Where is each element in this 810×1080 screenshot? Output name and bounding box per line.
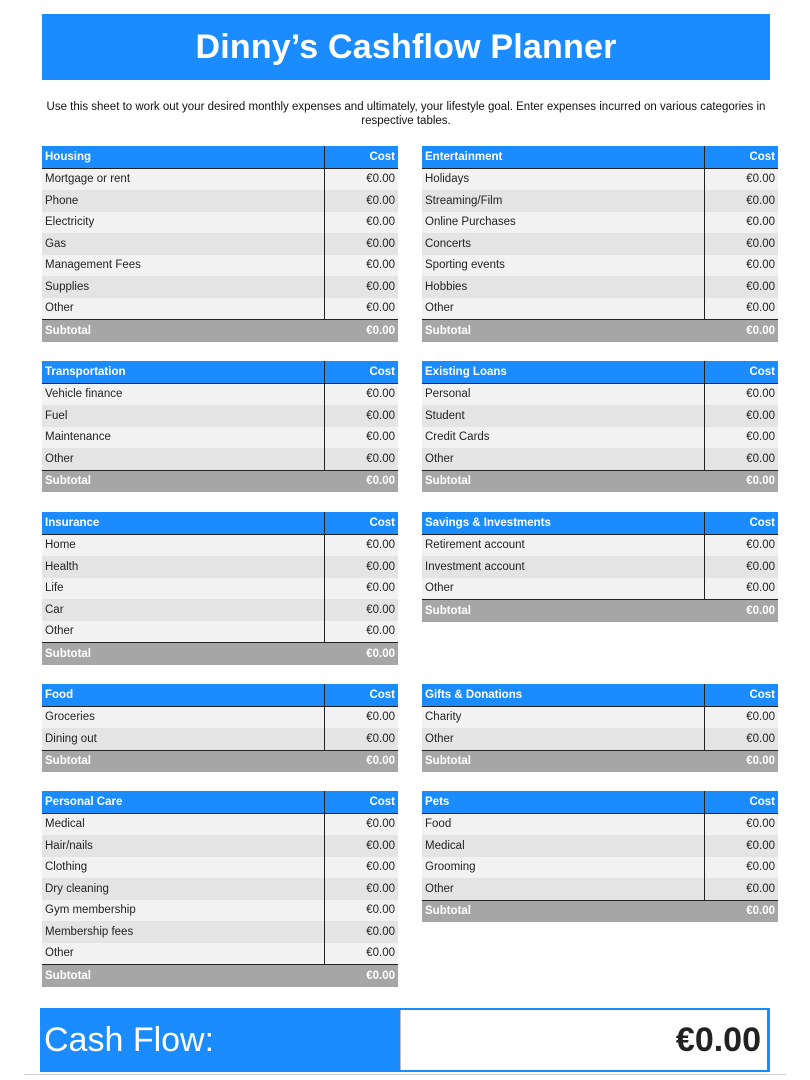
expense-cost-cell[interactable]: €0.00 <box>325 835 399 857</box>
expense-cost-cell[interactable]: €0.00 <box>705 578 779 600</box>
cashflow-value-box <box>400 1010 767 1070</box>
table-header <box>422 146 778 168</box>
expense-label: Other <box>422 728 705 750</box>
table-row <box>422 835 778 857</box>
expense-label: Electricity <box>42 212 325 234</box>
subtotal-label: Subtotal <box>42 470 325 492</box>
expense-label: Other <box>42 448 325 470</box>
expense-cost-cell[interactable]: €0.00 <box>325 706 399 728</box>
table-header <box>422 361 778 383</box>
subtotal-label: Subtotal <box>42 750 325 772</box>
table-row <box>422 405 778 427</box>
table-row <box>422 298 778 320</box>
expense-label: Phone <box>42 190 325 212</box>
expense-label: Holidays <box>422 168 705 190</box>
table-row <box>42 427 398 449</box>
expense-cost-cell[interactable]: €0.00 <box>705 878 779 900</box>
subtotal-row <box>422 320 778 342</box>
subtotal-row <box>42 750 398 772</box>
subtotal-value: €0.00 <box>705 750 779 772</box>
expense-label: Other <box>42 621 325 643</box>
table-row <box>422 255 778 277</box>
expense-label: Other <box>422 578 705 600</box>
subtotal-row <box>42 643 398 665</box>
table-row <box>42 255 398 277</box>
subtotal-label: Subtotal <box>422 900 705 922</box>
table-row <box>422 706 778 728</box>
expense-label: Gym membership <box>42 900 325 922</box>
table-row <box>42 921 398 943</box>
expense-label: Supplies <box>42 276 325 298</box>
table-header <box>42 146 398 168</box>
table-row <box>422 728 778 750</box>
expense-cost-cell[interactable]: €0.00 <box>325 728 399 750</box>
subtotal-label: Subtotal <box>42 320 325 342</box>
expense-label: Grooming <box>422 857 705 879</box>
subtotal-label: Subtotal <box>422 750 705 772</box>
table-row <box>42 212 398 234</box>
expense-label: Medical <box>422 835 705 857</box>
expense-label: Sporting events <box>422 255 705 277</box>
expense-cost-cell[interactable]: €0.00 <box>705 383 779 405</box>
expense-cost-cell[interactable]: €0.00 <box>705 448 779 470</box>
category-title: Housing <box>42 146 325 168</box>
table-row <box>422 168 778 190</box>
expense-label: Hobbies <box>422 276 705 298</box>
expense-cost-cell[interactable]: €0.00 <box>325 190 399 212</box>
expense-cost-cell[interactable]: €0.00 <box>705 190 779 212</box>
expense-label: Student <box>422 405 705 427</box>
expense-label: Vehicle finance <box>42 383 325 405</box>
expense-cost-cell[interactable]: €0.00 <box>325 599 399 621</box>
subtotal-value: €0.00 <box>325 470 399 492</box>
expense-cost-cell[interactable]: €0.00 <box>325 813 399 835</box>
category-title: Entertainment <box>422 146 705 168</box>
expense-cost-cell[interactable]: €0.00 <box>325 857 399 879</box>
table-header <box>42 791 398 813</box>
expense-label: Credit Cards <box>422 427 705 449</box>
expense-label: Hair/nails <box>42 835 325 857</box>
table-header <box>42 684 398 706</box>
table-row <box>42 405 398 427</box>
subtotal-row <box>42 320 398 342</box>
table-row <box>42 857 398 879</box>
page-divider <box>24 1074 786 1075</box>
expense-cost-cell[interactable]: €0.00 <box>705 233 779 255</box>
table-row <box>42 276 398 298</box>
expense-label: Food <box>422 813 705 835</box>
expense-cost-cell[interactable]: €0.00 <box>705 728 779 750</box>
expense-label: Other <box>422 448 705 470</box>
subtotal-label: Subtotal <box>42 965 325 987</box>
expense-cost-cell[interactable]: €0.00 <box>325 921 399 943</box>
expense-label: Life <box>42 578 325 600</box>
expense-cost-cell[interactable]: €0.00 <box>325 448 399 470</box>
expense-cost-cell[interactable]: €0.00 <box>705 556 779 578</box>
savings-table <box>422 512 778 622</box>
expense-cost-cell[interactable]: €0.00 <box>705 835 779 857</box>
table-row <box>42 534 398 556</box>
expense-cost-cell[interactable]: €0.00 <box>705 168 779 190</box>
cashflow-value: €0.00 <box>675 1021 761 1059</box>
table-row <box>422 190 778 212</box>
expense-label: Other <box>42 298 325 320</box>
expense-label: Charity <box>422 706 705 728</box>
table-row <box>422 212 778 234</box>
expense-cost-cell[interactable]: €0.00 <box>705 405 779 427</box>
subtotal-row <box>422 600 778 622</box>
cost-header: Cost <box>325 512 399 534</box>
expense-cost-cell[interactable]: €0.00 <box>325 212 399 234</box>
expense-label: Clothing <box>42 857 325 879</box>
expense-cost-cell[interactable]: €0.00 <box>325 168 399 190</box>
subtotal-value: €0.00 <box>705 600 779 622</box>
table-row <box>422 427 778 449</box>
expense-cost-cell[interactable]: €0.00 <box>325 878 399 900</box>
category-title: Personal Care <box>42 791 325 813</box>
cost-header: Cost <box>705 146 779 168</box>
table-header <box>42 512 398 534</box>
expense-cost-cell[interactable]: €0.00 <box>705 427 779 449</box>
subtotal-value: €0.00 <box>705 900 779 922</box>
table-row <box>422 556 778 578</box>
subtotal-row <box>42 470 398 492</box>
category-title: Pets <box>422 791 705 813</box>
table-row <box>42 448 398 470</box>
subtotal-row <box>422 900 778 922</box>
expense-label: Other <box>42 943 325 965</box>
expense-label: Groceries <box>42 706 325 728</box>
table-row <box>42 578 398 600</box>
table-row <box>42 621 398 643</box>
gifts-table <box>422 684 778 772</box>
expense-cost-cell[interactable]: €0.00 <box>325 276 399 298</box>
expense-cost-cell[interactable]: €0.00 <box>325 427 399 449</box>
expense-label: Personal <box>422 383 705 405</box>
expense-cost-cell[interactable]: €0.00 <box>705 212 779 234</box>
expense-cost-cell[interactable]: €0.00 <box>325 578 399 600</box>
expense-cost-cell[interactable]: €0.00 <box>325 405 399 427</box>
table-row <box>422 233 778 255</box>
subtotal-row <box>422 750 778 772</box>
category-title: Gifts & Donations <box>422 684 705 706</box>
table-row <box>422 448 778 470</box>
table-row <box>422 857 778 879</box>
table-header <box>422 684 778 706</box>
cost-header: Cost <box>325 146 399 168</box>
expense-cost-cell[interactable]: €0.00 <box>705 255 779 277</box>
expense-cost-cell[interactable]: €0.00 <box>705 813 779 835</box>
housing-table <box>42 146 398 342</box>
subtotal-label: Subtotal <box>42 643 325 665</box>
expense-label: Concerts <box>422 233 705 255</box>
expense-label: Car <box>42 599 325 621</box>
existing-loans-table <box>422 361 778 492</box>
subtotal-value: €0.00 <box>325 965 399 987</box>
expense-label: Online Purchases <box>422 212 705 234</box>
table-row <box>42 168 398 190</box>
cashflow-bar <box>40 1008 770 1072</box>
table-header <box>422 512 778 534</box>
expense-label: Membership fees <box>42 921 325 943</box>
table-row <box>422 878 778 900</box>
subtotal-label: Subtotal <box>422 600 705 622</box>
category-title: Savings & Investments <box>422 512 705 534</box>
table-row <box>42 383 398 405</box>
expense-cost-cell[interactable]: €0.00 <box>325 233 399 255</box>
expense-cost-cell[interactable]: €0.00 <box>325 298 399 320</box>
subtotal-value: €0.00 <box>325 643 399 665</box>
category-title: Transportation <box>42 361 325 383</box>
subtotal-label: Subtotal <box>422 320 705 342</box>
expense-label: Retirement account <box>422 534 705 556</box>
table-row <box>42 728 398 750</box>
table-row <box>42 878 398 900</box>
personal-care-table <box>42 791 398 987</box>
table-row <box>42 706 398 728</box>
expense-cost-cell[interactable]: €0.00 <box>325 534 399 556</box>
expense-label: Home <box>42 534 325 556</box>
expense-cost-cell[interactable]: €0.00 <box>705 276 779 298</box>
table-row <box>422 276 778 298</box>
expense-label: Investment account <box>422 556 705 578</box>
transportation-table <box>42 361 398 492</box>
expense-label: Other <box>422 298 705 320</box>
category-title: Existing Loans <box>422 361 705 383</box>
expense-label: Management Fees <box>42 255 325 277</box>
expense-label: Fuel <box>42 405 325 427</box>
subtotal-value: €0.00 <box>705 320 779 342</box>
insurance-table <box>42 512 398 665</box>
expense-label: Gas <box>42 233 325 255</box>
table-row <box>42 900 398 922</box>
expense-label: Mortgage or rent <box>42 168 325 190</box>
expense-cost-cell[interactable]: €0.00 <box>325 621 399 643</box>
table-row <box>42 556 398 578</box>
expense-label: Maintenance <box>42 427 325 449</box>
table-row <box>42 943 398 965</box>
expense-cost-cell[interactable]: €0.00 <box>705 298 779 320</box>
expense-label: Other <box>422 878 705 900</box>
cashflow-label: Cash Flow: <box>44 1021 215 1059</box>
cost-header: Cost <box>705 791 779 813</box>
table-row <box>422 534 778 556</box>
cost-header: Cost <box>705 684 779 706</box>
subtotal-value: €0.00 <box>705 470 779 492</box>
expense-label: Medical <box>42 813 325 835</box>
table-row <box>42 835 398 857</box>
subtotal-row <box>42 965 398 987</box>
table-row <box>42 813 398 835</box>
expense-cost-cell[interactable]: €0.00 <box>325 556 399 578</box>
expense-cost-cell[interactable]: €0.00 <box>705 534 779 556</box>
subtotal-label: Subtotal <box>422 470 705 492</box>
table-row <box>422 578 778 600</box>
expense-cost-cell[interactable]: €0.00 <box>705 857 779 879</box>
table-row <box>422 383 778 405</box>
cost-header: Cost <box>325 361 399 383</box>
subtotal-value: €0.00 <box>325 750 399 772</box>
expense-cost-cell[interactable]: €0.00 <box>705 706 779 728</box>
table-row <box>42 599 398 621</box>
category-title: Food <box>42 684 325 706</box>
cost-header: Cost <box>705 512 779 534</box>
expense-cost-cell[interactable]: €0.00 <box>325 943 399 965</box>
cost-header: Cost <box>325 684 399 706</box>
page-title: Dinny’s Cashflow Planner <box>42 14 770 80</box>
table-row <box>42 233 398 255</box>
table-header <box>42 361 398 383</box>
entertainment-table <box>422 146 778 342</box>
pets-table <box>422 791 778 922</box>
table-row <box>42 190 398 212</box>
subtotal-row <box>422 470 778 492</box>
expense-label: Dining out <box>42 728 325 750</box>
cost-header: Cost <box>705 361 779 383</box>
table-row <box>42 298 398 320</box>
food-table <box>42 684 398 772</box>
expense-label: Streaming/Film <box>422 190 705 212</box>
table-row <box>422 813 778 835</box>
expense-label: Dry cleaning <box>42 878 325 900</box>
expense-cost-cell[interactable]: €0.00 <box>325 383 399 405</box>
cost-header: Cost <box>325 791 399 813</box>
subtotal-value: €0.00 <box>325 320 399 342</box>
table-header <box>422 791 778 813</box>
expense-label: Health <box>42 556 325 578</box>
expense-cost-cell[interactable]: €0.00 <box>325 255 399 277</box>
expense-cost-cell[interactable]: €0.00 <box>325 900 399 922</box>
category-title: Insurance <box>42 512 325 534</box>
intro-text: Use this sheet to work out your desired monthly expenses and ultimately, your lifestyle goal. Enter expenses incurred on various categories in respective tables. <box>46 101 766 127</box>
